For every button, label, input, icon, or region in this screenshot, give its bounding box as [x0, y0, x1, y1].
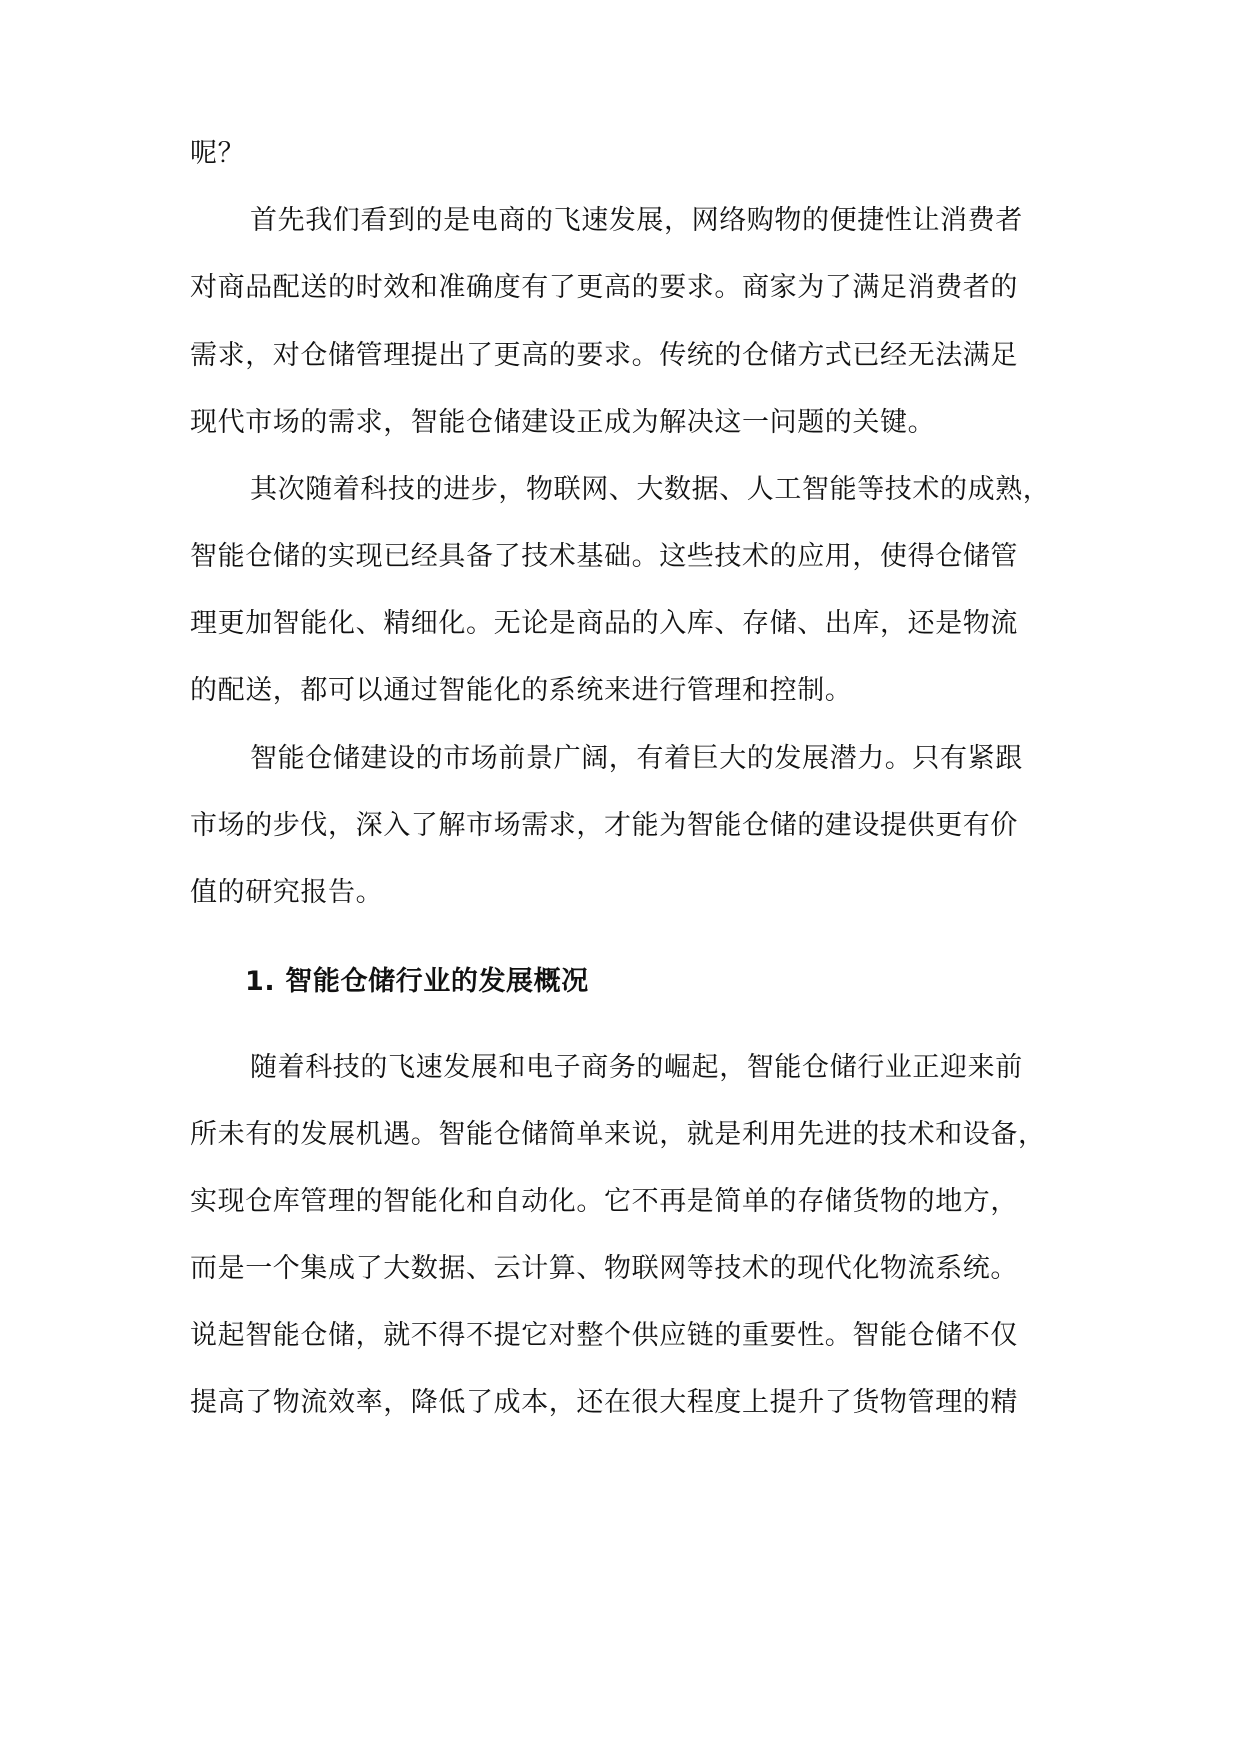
- paragraph-line: 智能仓储建设的市场前景广阔，有着巨大的发展潜力。只有紧跟: [250, 743, 1023, 774]
- paragraph-line: 其次随着科技的进步，物联网、大数据、人工智能等技术的成熟，: [250, 474, 1051, 505]
- paragraph-line: 值的研究报告。: [190, 877, 384, 908]
- section-heading: 1. 智能仓储行业的发展概况: [245, 966, 589, 997]
- paragraph-line: 说起智能仓储，就不得不提它对整个供应链的重要性。智能仓储不仅: [190, 1320, 1018, 1351]
- paragraph-line: 实现仓库管理的智能化和自动化。它不再是简单的存储货物的地方，: [190, 1186, 1018, 1217]
- paragraph-line: 智能仓储的实现已经具备了技术基础。这些技术的应用，使得仓储管: [190, 541, 1018, 572]
- paragraph-line: 现代市场的需求，智能仓储建设正成为解决这一问题的关键。: [190, 407, 936, 438]
- paragraph-line: 提高了物流效率，降低了成本，还在很大程度上提升了货物管理的精: [190, 1387, 1018, 1418]
- continuation-text: 呢？: [190, 138, 246, 169]
- paragraph-line: 需求，对仓储管理提出了更高的要求。传统的仓储方式已经无法满足: [190, 340, 1018, 371]
- paragraph-line: 随着科技的飞速发展和电子商务的崛起，智能仓储行业正迎来前: [250, 1052, 1023, 1083]
- paragraph-line: 市场的步伐，深入了解市场需求，才能为智能仓储的建设提供更有价: [190, 810, 1018, 841]
- paragraph-line: 理更加智能化、精细化。无论是商品的入库、存储、出库，还是物流: [190, 608, 1018, 639]
- paragraph-line: 而是一个集成了大数据、云计算、物联网等技术的现代化物流系统。: [190, 1253, 1018, 1284]
- paragraph-line: 的配送，都可以通过智能化的系统来进行管理和控制。: [190, 675, 853, 706]
- paragraph-line: 对商品配送的时效和准确度有了更高的要求。商家为了满足消费者的: [190, 272, 1018, 303]
- paragraph-line: 首先我们看到的是电商的飞速发展，网络购物的便捷性让消费者: [250, 205, 1023, 236]
- paragraph-line: 所未有的发展机遇。智能仓储简单来说，就是利用先进的技术和设备，: [190, 1119, 1046, 1150]
